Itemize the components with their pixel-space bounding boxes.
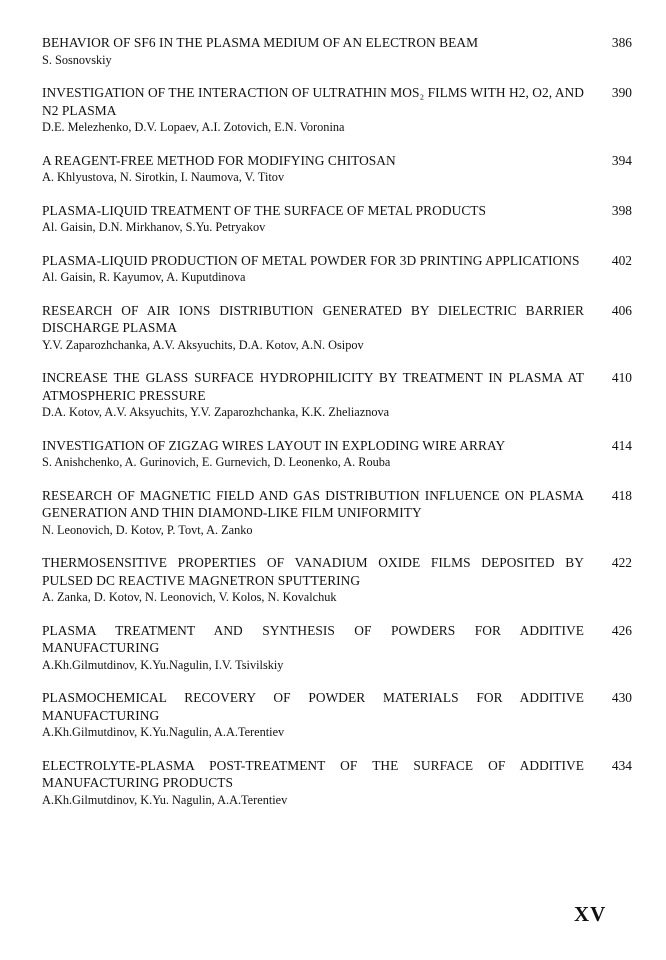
entry-page-number: 402 — [611, 252, 632, 268]
entry-authors: D.E. Melezhenko, D.V. Lopaev, A.I. Zotovich, E.N. Voronina — [42, 120, 345, 134]
entry-page-number: 414 — [611, 437, 632, 453]
entry-authors: A.Kh.Gilmutdinov, K.Yu.Nagulin, A.A.Terentiev — [42, 725, 285, 739]
toc-entry — [42, 689, 632, 740]
entry-authors: A.Kh.Gilmutdinov, K.Yu. Nagulin, A.A.Terentiev — [42, 792, 288, 807]
entry-page-number: 422 — [611, 555, 632, 570]
page-number-roman: XV — [574, 902, 607, 926]
entry-authors: N. Leonovich, D. Kotov, P. Tovt, A. Zanko — [42, 522, 253, 537]
entry-authors: S. Anishchenko, A. Gurinovich, E. Gurnevich, D. Leonenko, A. Rouba — [42, 455, 391, 469]
entry-title: PLASMA-LIQUID TREATMENT OF THE SURFACE OF METAL PRODUCTS — [42, 202, 487, 218]
toc-entry — [42, 554, 632, 605]
toc-entry — [42, 302, 632, 353]
entry-authors: A.Kh.Gilmutdinov, K.Yu.Nagulin, I.V. Tsivilskiy — [42, 657, 284, 672]
toc-entry — [42, 34, 632, 68]
toc-entry — [42, 152, 632, 186]
entry-page-number: 426 — [611, 622, 632, 638]
entry-page-number: 398 — [611, 202, 632, 218]
entry-authors: Y.V. Zaparozhchanka, A.V. Aksyuchits, D.A. Kotov, A.N. Osipov — [42, 337, 364, 352]
entry-authors: Al. Gaisin, D.N. Mirkhanov, S.Yu. Petryakov — [42, 220, 266, 234]
entry-page-number: 394 — [611, 152, 632, 168]
entry-authors: A. Khlyustova, N. Sirotkin, I. Naumova, V. Titov — [42, 170, 285, 184]
entry-page-number: 418 — [611, 487, 632, 503]
entry-title: ELECTROLYTE-PLASMA POST-TREATMENT OF THE SURFACE OF ADDITIVE MANUFACTURING PRODUCTS — [42, 757, 584, 790]
toc-entry — [42, 437, 632, 471]
entry-title: INVESTIGATION OF THE INTERACTION OF ULTRATHIN MOS₂ FILMS WITH H2, O2, AND N2 PLASMA — [42, 85, 584, 118]
entry-page-number: 430 — [611, 690, 632, 705]
entry-authors: Al. Gaisin, R. Kayumov, A. Kuputdinova — [42, 270, 246, 284]
toc-entry — [42, 202, 632, 236]
toc-entry — [42, 487, 632, 538]
entry-page-number: 386 — [611, 35, 632, 50]
entry-title: PLASMOCHEMICAL RECOVERY OF POWDER MATERIALS FOR ADDITIVE MANUFACTURING — [42, 690, 584, 723]
entry-title: BEHAVIOR OF SF6 IN THE PLASMA MEDIUM OF AN ELECTRON BEAM — [42, 35, 479, 50]
entry-page-number: 390 — [611, 85, 632, 100]
entry-authors: A. Zanka, D. Kotov, N. Leonovich, V. Kolos, N. Kovalchuk — [42, 590, 337, 604]
entry-page-number: 406 — [611, 302, 632, 318]
entry-authors: S. Sosnovskiy — [42, 52, 112, 67]
toc-entry — [42, 622, 632, 673]
entry-page-number: 410 — [611, 370, 632, 385]
entry-title: INVESTIGATION OF ZIGZAG WIRES LAYOUT IN EXPLODING WIRE ARRAY — [42, 437, 506, 453]
entry-title: PLASMA-LIQUID PRODUCTION OF METAL POWDER FOR 3D PRINTING APPLICATIONS — [42, 252, 580, 268]
entry-page-number: 434 — [611, 757, 632, 773]
table-of-contents — [42, 34, 632, 824]
entry-title: PLASMA TREATMENT AND SYNTHESIS OF POWDERS FOR ADDITIVE MANUFACTURING — [42, 622, 584, 655]
toc-entry — [42, 84, 632, 135]
entry-title: RESEARCH OF MAGNETIC FIELD AND GAS DISTRIBUTION INFLUENCE ON PLASMA GENERATION AND THIN DIAMOND-LIKE FILM UNIFORMITY — [42, 487, 584, 520]
toc-entry — [42, 369, 632, 420]
entry-title: THERMOSENSITIVE PROPERTIES OF VANADIUM OXIDE FILMS DEPOSITED BY PULSED DC REACTIVE MAGNETRON SPUTTERING — [42, 555, 584, 588]
entry-title: A REAGENT-FREE METHOD FOR MODIFYING CHITOSAN — [42, 152, 396, 168]
toc-entry — [42, 252, 632, 286]
entry-title: RESEARCH OF AIR IONS DISTRIBUTION GENERATED BY DIELECTRIC BARRIER DISCHARGE PLASMA — [42, 302, 584, 335]
toc-entry — [42, 757, 632, 808]
entry-authors: D.A. Kotov, A.V. Aksyuchits, Y.V. Zaparozhchanka, K.K. Zheliaznova — [42, 405, 390, 419]
entry-title: INCREASE THE GLASS SURFACE HYDROPHILICITY BY TREATMENT IN PLASMA AT ATMOSPHERIC PRESSURE — [42, 370, 584, 403]
